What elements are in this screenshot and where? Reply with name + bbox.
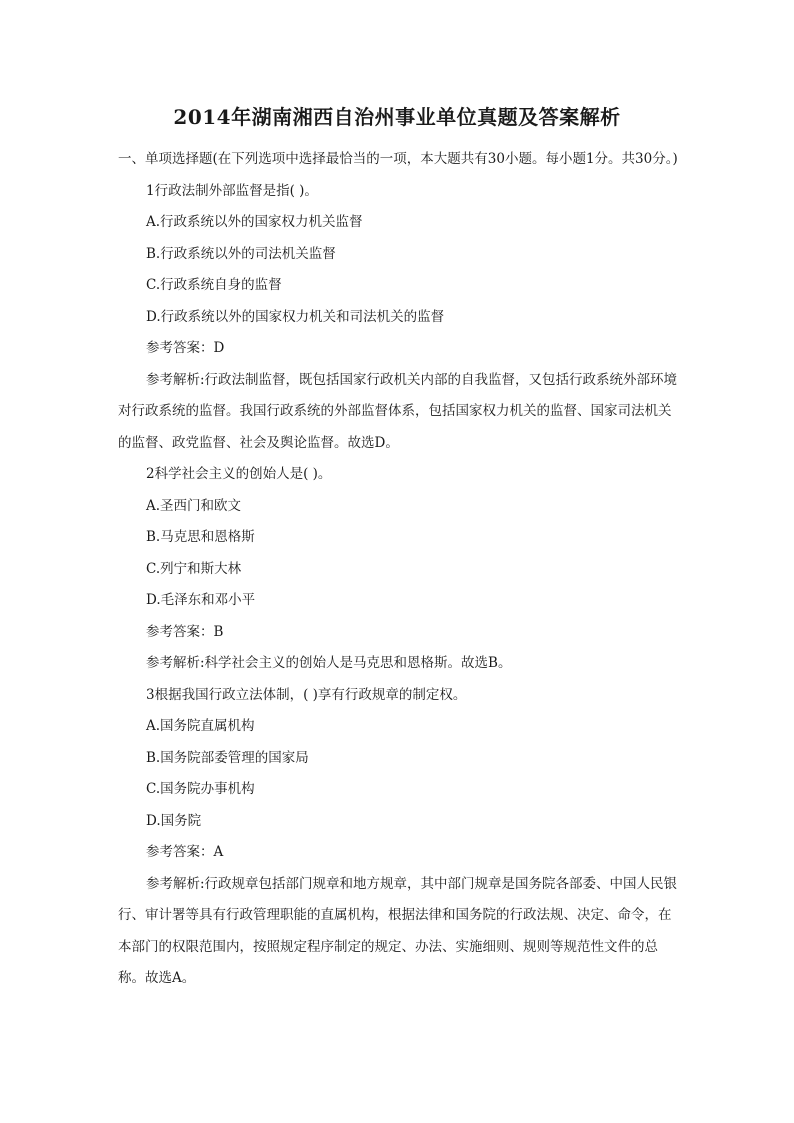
question-stem: 3根据我国行政立法体制，( )享有行政规章的制定权。 (146, 686, 467, 703)
answer-option: C.行政系统自身的监督 (146, 277, 282, 293)
reference-answer: 参考答案：A (146, 844, 224, 860)
document-body (118, 144, 680, 995)
answer-option: D.行政系统以外的国家权力机关和司法机关的监督 (146, 308, 445, 325)
section-heading: 一、单项选择题(在下列选项中选择最恰当的一项，本大题共有30小题。每小题1分。共30分。) (118, 151, 678, 167)
reference-answer: 参考答案：D (146, 340, 225, 356)
question-stem: 2科学社会主义的创始人是( )。 (146, 466, 332, 482)
answer-option: B.马克思和恩格斯 (146, 529, 255, 545)
reference-answer: 参考答案：B (146, 623, 224, 640)
answer-option: D.国务院 (146, 812, 202, 829)
document-title: 2014年湖南湘西自治州事业单位真题及答案解析 (173, 105, 621, 129)
answer-option: B.国务院部委管理的国家局 (146, 749, 309, 766)
answer-option: C.列宁和斯大林 (146, 560, 242, 577)
answer-analysis: 参考解析:行政规章包括部门规章和地方规章，其中部门规章是国务院各部委、中国人民银行、审计署等具有行政管理职能的直属机构，根据法律和国务院的行政法规、决定、命令，在本部门的权限范围内，按照规定程序制定的规定、办法、实施细则、规则等规范性文件的总称。故选A。 (118, 875, 678, 986)
question-block (118, 459, 680, 680)
answer-option: A.国务院直属机构 (146, 718, 255, 734)
question-block (118, 680, 680, 995)
answer-option: A.圣西门和欧文 (146, 497, 242, 514)
question-stem: 1行政法制外部监督是指( )。 (146, 182, 318, 199)
answer-analysis: 参考解析:行政法制监督，既包括国家行政机关内部的自我监督，又包括行政系统外部环境对行政系统的监督。我国行政系统的外部监督体系，包括国家权力机关的监督、国家司法机关的监督、政党监督、社会及舆论监督。故选D。 (118, 371, 678, 451)
answer-analysis: 参考解析:科学社会主义的创始人是马克思和恩格斯。故选B。 (146, 655, 512, 671)
answer-option: A.行政系统以外的国家权力机关监督 (146, 214, 363, 230)
answer-option: C.国务院办事机构 (146, 781, 255, 797)
answer-option: D.毛泽东和邓小平 (146, 592, 256, 608)
answer-option: B.行政系统以外的司法机关监督 (146, 245, 336, 262)
question-block (118, 176, 680, 460)
